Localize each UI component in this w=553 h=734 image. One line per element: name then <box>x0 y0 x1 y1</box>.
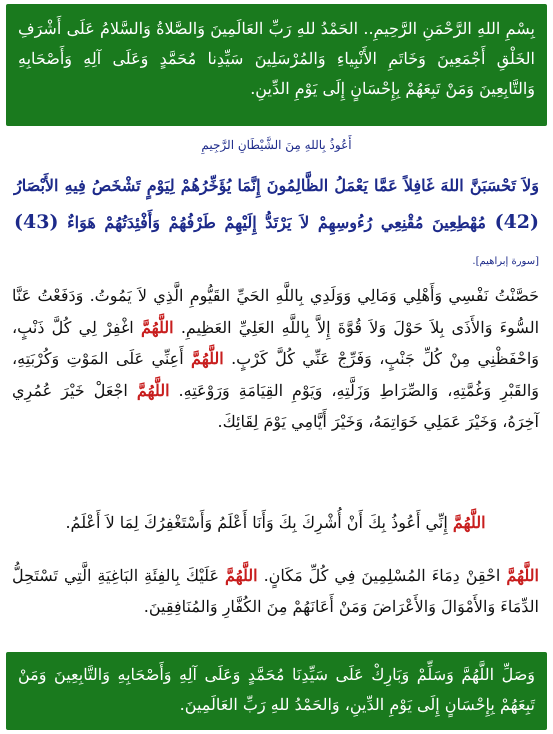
allahumma-word: اللَّهُمَّ <box>140 317 174 337</box>
quran-verse <box>14 168 539 280</box>
dua-death-help: أَعِنِّي عَلَى المَوْتِ وَكُرْبَتِهِ، وَالقَبْرِ وَغُمَّتِهِ، وَالصِّرَاطِ وَزَلَّتِهِ، وَيَوْمِ القِيَامَةِ وَرَوْعَتِهِ. <box>12 349 540 400</box>
verse-text-part1: وَلاَ تَحْسَبَنَّ اللهَ غَافِلاً عَمَّا يَعْمَلُ الظَّالِمُونَ إِنَّمَا يُؤَخِّرُهُمْ لِيَوْمٍ تَشْخَصُ فِيهِ الأَبْصَارُ <box>14 176 539 195</box>
header-text: بِسْمِ اللهِ الرَّحْمَنِ الرَّحِيمِ.. الحَمْدُ للهِ رَبِّ العَالَمِينَ وَالصَّلاةُ وَالسَّلامُ عَلَى أَشْرَفِ الخَلْقِ أَجْمَعِينَ وَخَاتَمِ الأَنْبِياءِ وَالمُرْسَلِينَ سَيِّدِنا مُحَمَّدٍ وَعَلَى آلِهِ وَأَصْحَابِهِ وَالتَّابِعِينَ وَمَنْ تَبِعَهُمْ بِإِحْسَانٍ إِلَى يَوْمِ الدِّينِ. <box>18 19 535 98</box>
dua-protection: حَصَّنْتُ نَفْسِي وَأَهْلِي وَمَالِي وَوَلَدِي بِاللَّهِ الحَيِّ القَيُّومِ الَّذِي لاَ يَمُوتُ. وَدَفَعْتُ عَنَّا السُّوءَ وَالأَذَى بِلاَ حَوْلَ وَلاَ قُوَّةَ إِلاَّ بِاللَّهِ العَلِيِّ العَظِيمِ. <box>12 286 540 337</box>
dua-good-end: اجْعَلْ خَيْرَ عُمُرِي آخِرَهُ، وَخَيْرَ عَمَلِي خَوَاتِمَهُ، وَخَيْرَ أَيَّامِي يَوْمَ لِقَائِكَ. <box>12 380 539 431</box>
surah-reference: [سورة إبراهيم]. <box>472 256 539 267</box>
header-band <box>6 4 547 126</box>
allahumma-word: اللَّهُمَّ <box>191 349 224 368</box>
allahumma-word: اللَّهُمَّ <box>452 513 486 532</box>
dua-shirk-refuge: إِنِّي أَعُوذُ بِكَ أَنْ أُشْرِكَ بِكَ وَأَنَا أَعْلَمُ وَأَسْتَغْفِرُكَ لِمَا لاَ أَعْلَمُ. <box>65 513 448 532</box>
dua-paragraph-1 <box>12 280 539 438</box>
dua-paragraph-3 <box>12 560 539 622</box>
verse-number-43: (43) <box>14 211 59 233</box>
verse-text-part2: مُهْطِعِينَ مُقْنِعِي رُءُوسِهِمْ لاَ يَرْتَدُّ إِلَيْهِمْ طَرْفُهُمْ وَأَفْئِدَتُهُمْ هَوَاءٌ <box>67 213 486 232</box>
footer-text: وَصَلِّ اللَّهُمَّ وَسَلِّمْ وَبَارِكْ عَلَى سَيِّدِنَا مُحَمَّدٍ وَعَلَى آلِهِ وَأَصْحَابِهِ وَالتَّابِعِينَ وَمَنْ تَبِعَهُمْ بِإِحْسَانٍ إِلَى يَوْمِ الدِّينِ، وَالحَمْدُ للهِ رَبِّ العَالَمِينَ. <box>18 665 535 714</box>
dua-against-oppressors: عَلَيْكَ بِالفِئَةِ البَاغِيَةِ الَّتِي تَسْتَحِلُّ الدِّمَاءَ وَالأَمْوَالَ وَالأَعْرَاضَ وَمَنْ أَعَانَهُمْ مِنَ الكُفَّارِ وَالمُنَافِقِينَ. <box>12 566 539 616</box>
allahumma-word: اللَّهُمَّ <box>136 380 170 400</box>
istiadha-line: أَعُوذُ بِاللهِ مِنَ الشَّيْطَانِ الرَّجِيمِ <box>201 138 352 152</box>
dua-paragraph-2 <box>12 508 539 538</box>
allahumma-word: اللَّهُمَّ <box>224 566 258 585</box>
allahumma-word: اللَّهُمَّ <box>506 566 539 585</box>
dua-protect-muslims: احْقِنْ دِمَاءَ المُسْلِمِينَ فِي كُلِّ مَكَانٍ. <box>263 566 501 585</box>
footer-band <box>6 652 547 730</box>
dua-forgiveness: اغْفِرْ لِي كُلَّ ذَنْبٍ، وَاحْفَظْنِي مِنْ كُلِّ جَنْبٍ، وَفَرِّجْ عَنِّي كُلَّ كَرْبٍ. <box>12 317 539 368</box>
verse-number-42: (42) <box>494 211 540 233</box>
